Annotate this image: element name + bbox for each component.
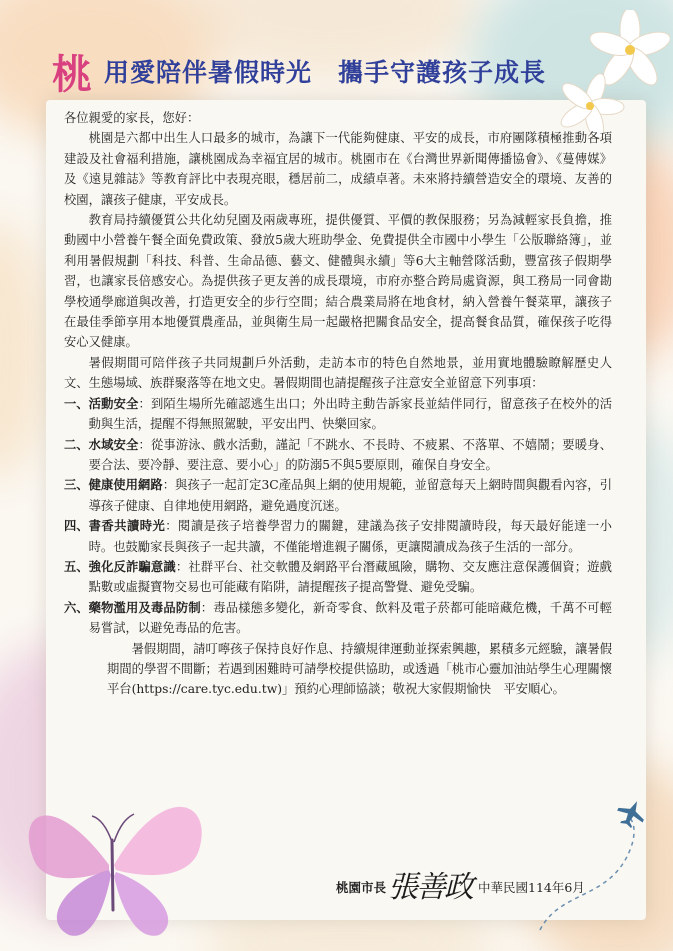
greeting: 各位親愛的家長，您好： — [64, 111, 200, 125]
airplane-icon — [520, 790, 670, 940]
closing-paragraph: 暑假期間，請叮嚀孩子保持良好作息、持續規律運動並探索興趣，累積多元經驗，讓暑假期間的學習不間斷；若遇到困難時可請學校提供協助，或透過「桃市心靈加油站學生心理關懷平台(https://care.tyc.edu.tw)」預約心理師協談；敬祝大家假期愉快 平安順心。 — [107, 641, 612, 697]
mayor-title: 桃園市長 — [336, 880, 387, 895]
paragraph-3: 暑假期間可陪伴孩子共同規劃戶外活動，走訪本市的特色自然地景，並用實地體驗瞭解歷史人文、生態場域、族群聚落等在地文史。暑假期間也請提醒孩子注意安全並留意下列事項： — [64, 355, 612, 391]
letter-date: 中華民國114年6月 — [478, 880, 585, 895]
list-item: 二、 水域安全：從事游泳、戲水活動，謹記「不跳水、不長時、不疲累、不落單、不嬉鬧；要暖身、要合法、要冷靜、要注意、要小心」的防溺5不與5要原則，確保自身安全。 — [64, 436, 612, 472]
page-title: 用愛陪伴暑假時光 攜手守護孩子成長 — [104, 58, 547, 87]
handwritten-signature: 張善政 — [388, 870, 472, 905]
list-item: 六、 藥物濫用及毒品防制：毒品樣態多變化，新奇零食、飲料及電子菸都可能暗藏危機，千萬不可輕易嘗試，以避免毒品的危害。 — [64, 599, 612, 636]
list-item: 五、 強化反詐騙意識：社群平台、社交軟體及網路平台潛藏風險，購物、交友應注意保護個資；遊戲點數或虛擬寶物交易也可能藏有陷阱，請提醒孩子提高警覺、避免受騙。 — [64, 558, 612, 595]
list-item: 一、 活動安全：到陌生場所先確認逃生出口；外出時主動告訴家長並結伴同行，留意孩子在校外的活動與生活，提醒不得無照駕駛，平安出門、快樂回家。 — [64, 395, 612, 432]
paragraph-2: 教育局持續優質公共化幼兒園及兩歲專班，提供優質、平價的教保服務；另為減輕家長負擔，推動國中小營養午餐全面免費政策、發放5歲大班助學金、免費提供全市國中小學生「公版聯絡簿」，並利用暑假規劃「科技、科普、生命品德、藝文、健體與永續」等6大主軸營隊活動，豐富孩子假期學習，也讓家長倍感安心。為提供孩子更友善的成長環境，市府亦整合跨局處資源，與工務局一同會勘學校通學廊道與改善，打造更安全的步行空間；結合農業局將在地食材，納入營養午餐菜單，讓孩子在最佳季節享用本地優質農產品，並與衛生局一起嚴格把關食品安全，提高餐食品質，確保孩子吃得安心又健康。 — [64, 213, 612, 350]
page-header — [44, 44, 546, 98]
butterfly-illustration — [14, 770, 214, 945]
list-item: 三、 健康使用網路：與孩子一起訂定3C產品與上網的使用規範，並留意每天上網時間與觀看內容，引導孩子健康、自律地使用網路，避免過度沉迷。 — [64, 477, 612, 513]
letter-body — [64, 108, 612, 700]
paragraph-1: 桃園是六都中出生人口最多的城市，為讓下一代能夠健康、平安的成長，市府團隊積極推動各項建設及社會福利措施，讓桃園成為幸福宜居的城市。桃園市在《台灣世界新聞傳播協會》、《蔓傳媒》及《遠見雜誌》等教育評比中表現亮眼，穩居前二，成績卓著。未來將持續營造安全的環境、友善的校園，讓孩子健康，平安成長。 — [64, 131, 612, 207]
list-item: 四、 書香共讀時光：閱讀是孩子培養學習力的關鍵，建議為孩子安排閱讀時段，每天最好能達一小時。也鼓勵家長與孩子一起共讀，不僅能增進親子關係，更讓閱讀成為孩子生活的一部分。 — [64, 518, 612, 554]
taoyuan-logo: 桃 — [52, 51, 92, 98]
